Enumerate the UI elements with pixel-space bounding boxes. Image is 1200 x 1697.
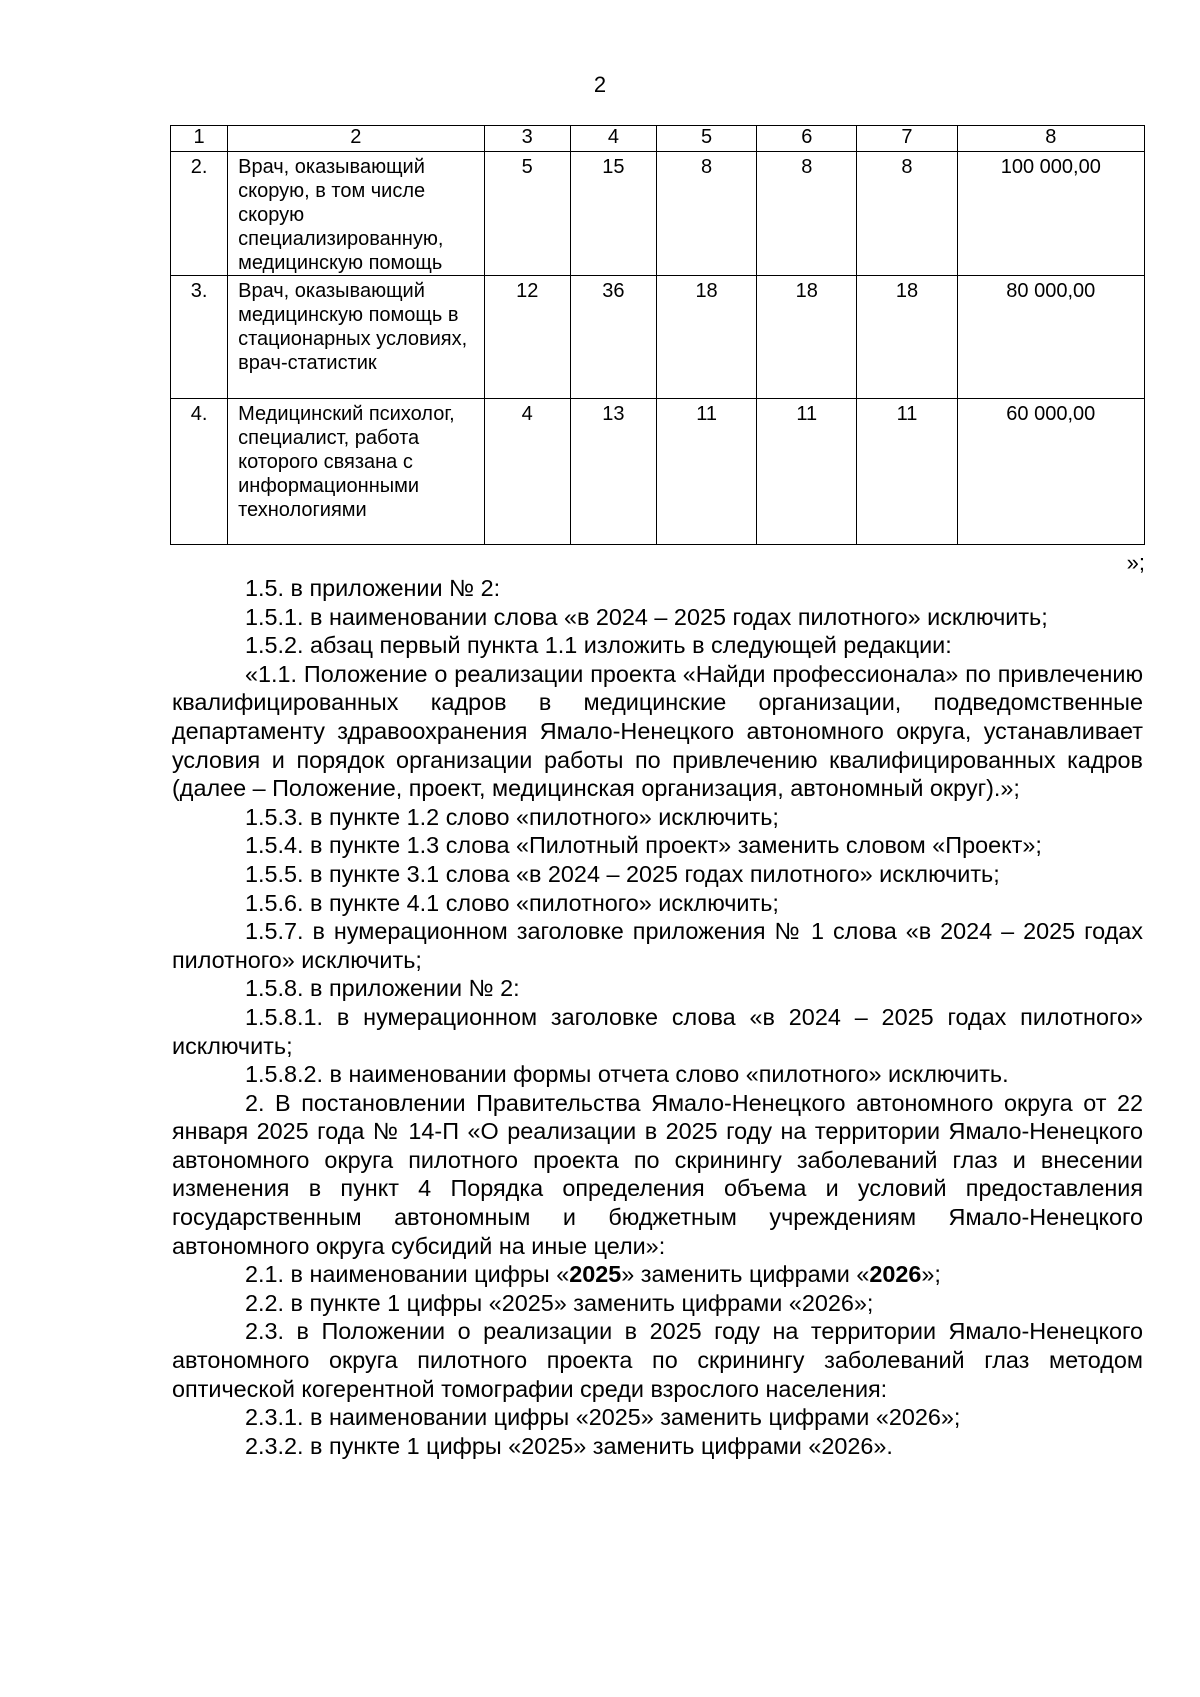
column-header: 3: [484, 126, 570, 152]
paragraph: 1.5.8.1. в нумерационном заголовке слова «в 2024 – 2025 годах пилотного» исключить;: [172, 1003, 1143, 1059]
table-row: [171, 276, 1145, 399]
amount-cell: 100 000,00: [957, 152, 1144, 276]
table-cell: 8: [857, 152, 957, 276]
paragraph: 1.5.1. в наименовании слова «в 2024 – 2025 годах пилотного» исключить;: [245, 603, 1048, 630]
paragraph: 2.3.1. в наименовании цифры «2025» заменить цифрами «2026»;: [245, 1404, 961, 1431]
paragraph: 1.5.6. в пункте 4.1 слово «пилотного» исключить;: [245, 889, 779, 916]
paragraph: «1.1. Положение о реализации проекта «Найди профессионала» по привлечению квалифицированных кадров в медицинские организации, подведомственные департаменту здравоохранения Ямало-Ненецкого автономного округа, устанавливает условия и порядок организации работы по привлечению квалифицированных кадров (далее – Положение, проект, медицинская организация, автономный округ).»;: [172, 660, 1143, 802]
table-cell: 18: [757, 276, 857, 399]
column-header: 6: [757, 126, 857, 152]
column-header: 1: [171, 126, 228, 152]
closing-quote-mark: »;: [1126, 550, 1145, 575]
table-row: [171, 399, 1145, 545]
table-cell: 36: [570, 276, 656, 399]
paragraph: 2.3.2. в пункте 1 цифры «2025» заменить цифрами «2026».: [245, 1432, 893, 1459]
column-header: 2: [228, 126, 485, 152]
amount-cell: 80 000,00: [957, 276, 1144, 399]
paragraph: 1.5.8. в приложении № 2:: [245, 975, 520, 1002]
paragraph: 1.5.4. в пункте 1.3 слова «Пилотный проект» заменить словом «Проект»;: [245, 832, 1042, 859]
table-cell: 8: [656, 152, 756, 276]
table-cell: 18: [857, 276, 957, 399]
position-name-cell: Медицинский психолог, специалист, работа которого связана с информационными технологиями: [228, 399, 485, 545]
table-cell: 15: [570, 152, 656, 276]
paragraph: 2.3. в Положении о реализации в 2025 году на территории Ямало-Ненецкого автономного округа пилотного проекта по скринингу заболеваний глаз методом оптической когерентной томографии среди взрослого населения:: [172, 1318, 1143, 1402]
paragraph-text: »;: [921, 1261, 941, 1288]
table-cell: 11: [857, 399, 957, 545]
column-header: 8: [957, 126, 1144, 152]
paragraph: 1.5.3. в пункте 1.2 слово «пилотного» исключить;: [245, 803, 779, 830]
position-name-cell: Врач, оказывающий медицинскую помощь в стационарных условиях, врач-статистик: [228, 276, 485, 399]
page-number: 2: [593, 72, 607, 97]
bold-number: 2025: [569, 1261, 622, 1288]
table-header-row: [171, 126, 1145, 152]
column-header: 5: [656, 126, 756, 152]
table-cell: 11: [757, 399, 857, 545]
table-cell: 12: [484, 276, 570, 399]
paragraph-text: 2.1. в наименовании цифры «: [245, 1261, 570, 1288]
table-cell: 11: [656, 399, 756, 545]
paragraph: 1.5.5. в пункте 3.1 слова «в 2024 – 2025 годах пилотного» исключить;: [245, 860, 1000, 887]
paragraph: 2. В постановлении Правительства Ямало-Ненецкого автономного округа от 22 января 2025 года № 14-П «О реализации в 2025 году на территории Ямало-Ненецкого автономного округа пилотного проекта по скринингу заболеваний глаз и внесении изменения в пункт 4 Порядка определения объема и условий предоставления государственным автономным и бюджетным учреждениям Ямало-Ненецкого автономного округа субсидий на иные цели»:: [172, 1089, 1143, 1259]
row-number-cell: 3.: [171, 276, 228, 399]
bold-number: 2026: [869, 1261, 922, 1288]
table-row: [171, 152, 1145, 276]
paragraph: 1.5. в приложении № 2:: [245, 575, 501, 601]
paragraph: 1.5.2. абзац первый пункта 1.1 изложить в следующей редакции:: [245, 632, 952, 659]
row-number-cell: 2.: [171, 152, 228, 276]
table-cell: 13: [570, 399, 656, 545]
position-name-cell: Врач, оказывающий скорую, в том числе скорую специализированную, медицинскую помощь: [228, 152, 485, 276]
paragraph-text: » заменить цифрами «: [621, 1261, 870, 1288]
paragraph: 1.5.7. в нумерационном заголовке приложения № 1 слова «в 2024 – 2025 годах пилотного» исключить;: [172, 918, 1143, 973]
table-cell: 18: [656, 276, 756, 399]
amount-cell: 60 000,00: [957, 399, 1144, 545]
data-table: [170, 125, 1145, 545]
paragraph: [172, 1260, 1143, 1289]
table-cell: 4: [484, 399, 570, 545]
document-body: [172, 574, 1143, 1460]
paragraph: 2.2. в пункте 1 цифры «2025» заменить цифрами «2026»;: [245, 1289, 874, 1316]
row-number-cell: 4.: [171, 399, 228, 545]
column-header: 7: [857, 126, 957, 152]
table-cell: 5: [484, 152, 570, 276]
column-header: 4: [570, 126, 656, 152]
paragraph: 1.5.8.2. в наименовании формы отчета слово «пилотного» исключить.: [245, 1061, 1009, 1088]
table-cell: 8: [757, 152, 857, 276]
